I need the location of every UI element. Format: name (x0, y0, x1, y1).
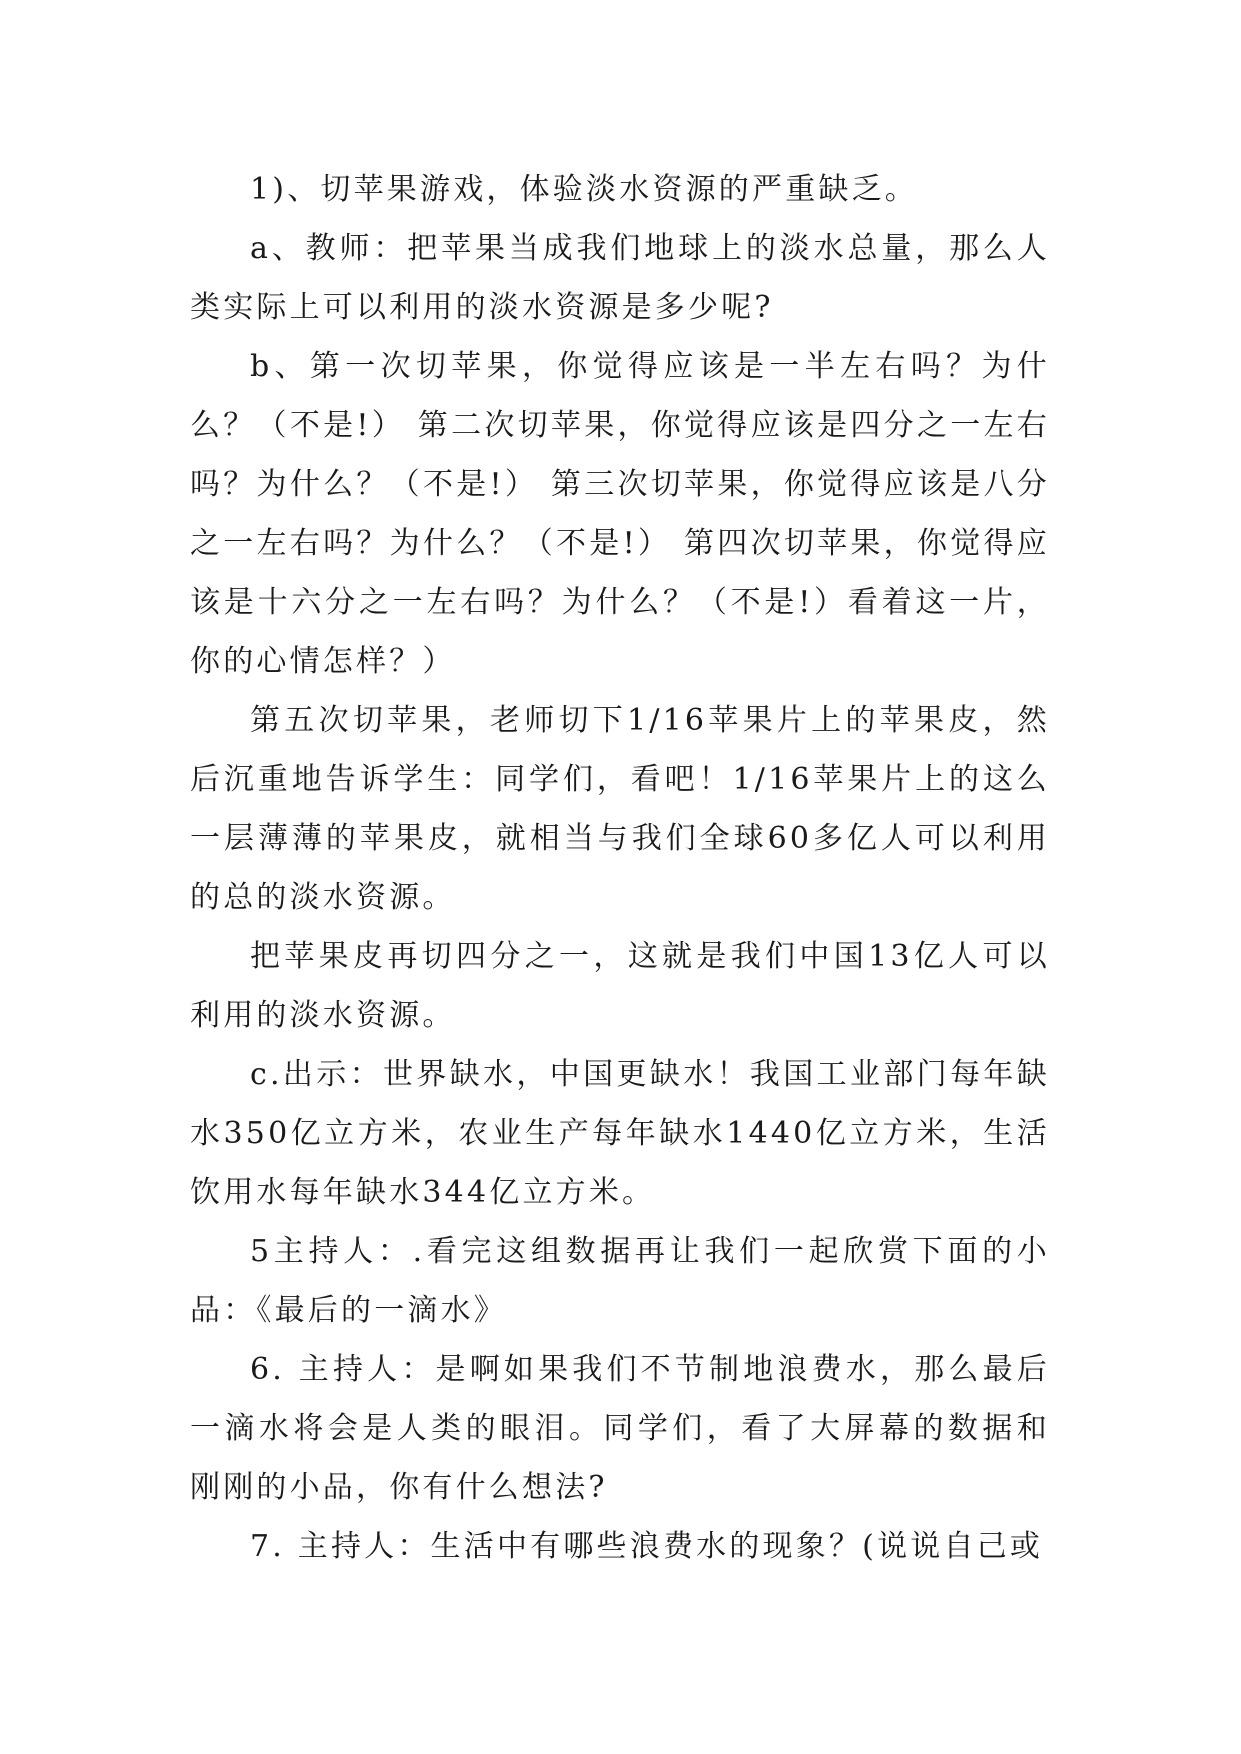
paragraph-fifth-cut: 第五次切苹果，老师切下1/16苹果片上的苹果皮，然后沉重地告诉学生：同学们，看吧！1/16苹果片上的这么一层薄薄的苹果皮，就相当与我们全球60多亿人可以利用的总的淡水资源。 (190, 703, 1050, 915)
document-body (190, 160, 1050, 1576)
paragraph-apple-game: 1)、切苹果游戏，体验淡水资源的严重缺乏。 (250, 172, 918, 207)
paragraph-host-6: 6. 主持人：是啊如果我们不节制地浪费水，那么最后一滴水将会是人类的眼泪。同学们，看了大屏幕的数据和刚刚的小品，你有什么想法? (190, 1352, 1050, 1505)
paragraph-teacher-question: a、教师：把苹果当成我们地球上的淡水总量，那么人类实际上可以利用的淡水资源是多少呢? (190, 231, 1050, 325)
paragraph-cutting-steps: b、第一次切苹果，你觉得应该是一半左右吗？为什么？（不是!） 第二次切苹果，你觉得应该是四分之一左右吗？为什么？（不是!） 第三次切苹果，你觉得应该是八分之一左右吗？为什么？（不是!） 第四次切苹果，你觉得应该是十六分之一左右吗？为什么？（不是!）看着这一片，你的心情怎样？） (190, 349, 1050, 679)
paragraph-host-7: 7. 主持人：生活中有哪些浪费水的现象？(说说自己或 (250, 1529, 1044, 1564)
paragraph-host-5: 5主持人：.看完这组数据再让我们一起欣赏下面的小品：《最后的一滴水》 (190, 1234, 1050, 1328)
paragraph-water-shortage-data: c.出示：世界缺水，中国更缺水！我国工业部门每年缺水350亿立方米，农业生产每年缺水1440亿立方米，生活饮用水每年缺水344亿立方米。 (190, 1057, 1050, 1210)
paragraph-china-share: 把苹果皮再切四分之一，这就是我们中国13亿人可以利用的淡水资源。 (190, 939, 1050, 1033)
